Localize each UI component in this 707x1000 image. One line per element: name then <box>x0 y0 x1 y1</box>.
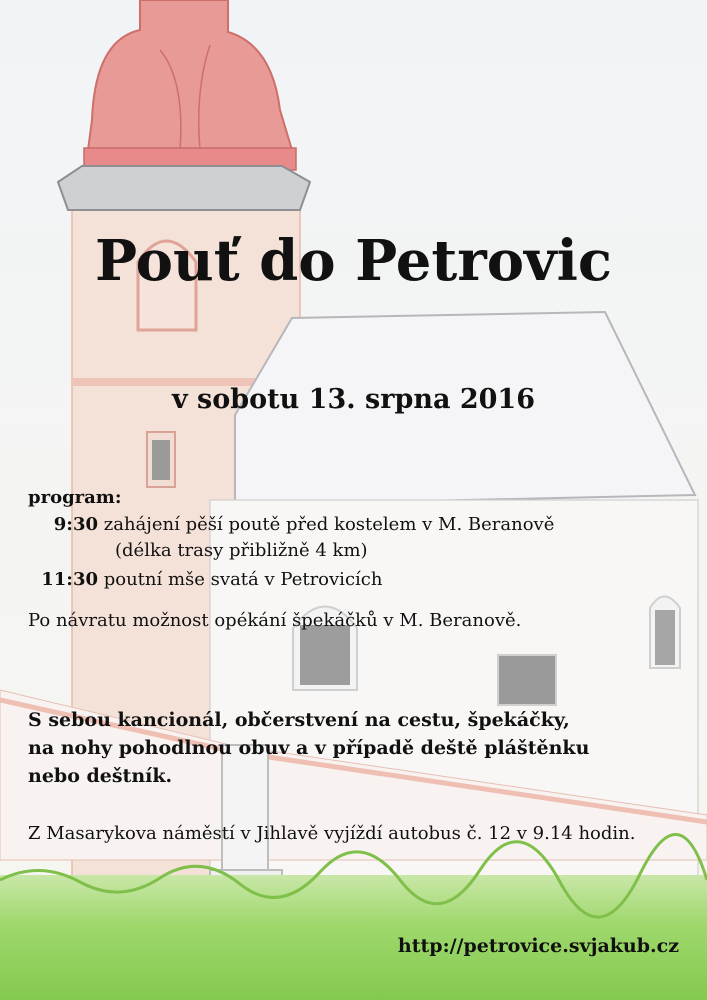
program-item-text: zahájení pěší poutě před kostelem v M. Beranově <box>103 514 555 535</box>
program-item-note: (délka trasy přibližně 4 km) <box>115 540 368 561</box>
program-item-time: 11:30 <box>41 569 98 590</box>
event-date: v sobotu 13. srpna 2016 <box>171 384 536 415</box>
program-item-time: 9:30 <box>53 514 98 535</box>
bus-info: Z Masarykova náměstí v Jihlavě vyjíždí autobus č. 12 v 9.14 hodin. <box>28 823 636 844</box>
program-heading: program: <box>28 487 122 508</box>
program-item-1 <box>28 514 554 535</box>
program-item-text: poutní mše svatá v Petrovicích <box>103 569 383 590</box>
bring-line: nebo deštník. <box>28 765 173 787</box>
poster-title: Pouť do Petrovic <box>95 228 612 294</box>
website-link[interactable]: http://petrovice.svjakub.cz <box>397 935 679 957</box>
bring-line: S sebou kancionál, občerstvení na cestu, špekáčky, <box>28 709 570 731</box>
after-return-note: Po návratu možnost opékání špekáčků v M. Beranově. <box>28 610 522 631</box>
program-item-2 <box>28 569 382 590</box>
what-to-bring <box>28 706 668 790</box>
bring-line: na nohy pohodlnou obuv a v případě deště pláštěnku <box>28 737 590 759</box>
